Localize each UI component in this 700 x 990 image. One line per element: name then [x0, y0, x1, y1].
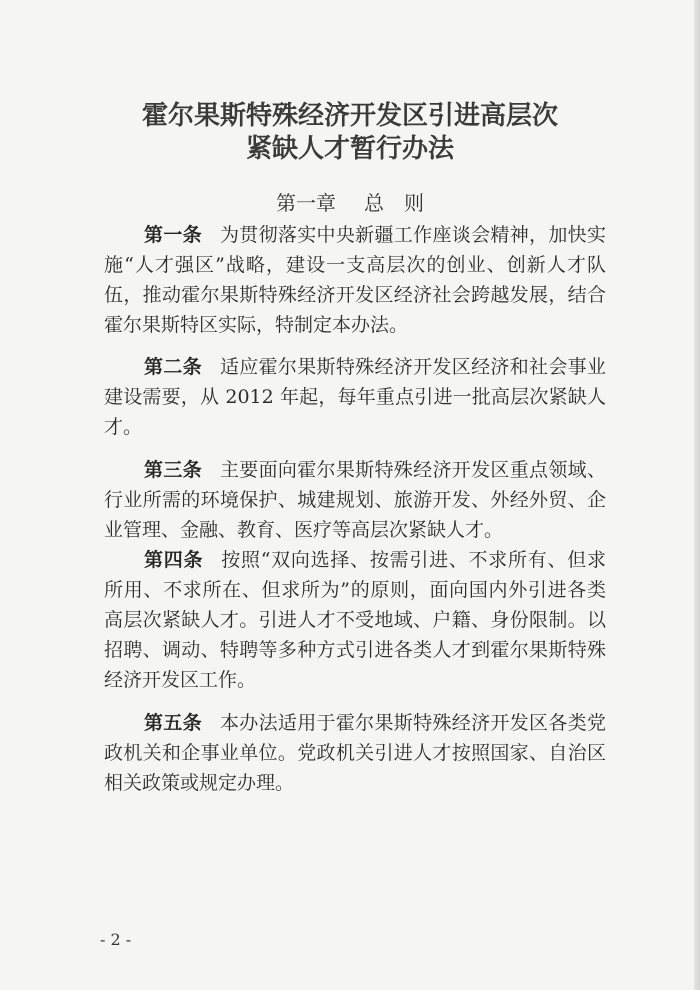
article-1	[104, 220, 606, 340]
article-5	[104, 708, 606, 798]
page-number: - 2 -	[100, 930, 132, 949]
article-5-text: 本办法适用于霍尔果斯特殊经济开发区各类党政机关和企事业单位。党政机关引进人才按照国家、自治区相关政策或规定办理。	[104, 712, 606, 794]
article-2	[104, 352, 606, 442]
article-3-text: 主要面向霍尔果斯特殊经济开发区重点领域、行业所需的环境保护、城建规划、旅游开发、外经外贸、企业管理、金融、教育、医疗等高层次紧缺人才。	[104, 459, 606, 541]
document-title-line-2: 紧缺人才暂行办法	[245, 134, 454, 164]
article-4-text: 按照“双向选择、按需引进、不求所有、但求所用、不求所在、但求所为”的原则，面向国内外引进各类高层次紧缺人才。引进人才不受地域、户籍、身份限制。以招聘、调动、特聘等多种方式引进各类人才到霍尔果斯特殊经济开发区工作。	[104, 549, 606, 691]
article-2-text: 适应霍尔果斯特殊经济开发区经济和社会事业建设需要，从 2012 年起，每年重点引进一批高层次紧缺人才。	[104, 356, 606, 438]
chapter-heading	[0, 187, 700, 216]
article-4-label: 第四条	[144, 549, 204, 571]
article-2-label: 第二条	[144, 356, 202, 378]
article-3-label: 第三条	[144, 459, 202, 481]
chapter-name: 总 则	[364, 191, 424, 215]
article-1-text: 为贯彻落实中央新疆工作座谈会精神，加快实施“人才强区”战略，建设一支高层次的创业、创新人才队伍，推动霍尔果斯特殊经济开发区经济社会跨越发展，结合霍尔果斯特区实际，特制定本办法。	[104, 224, 606, 336]
chapter-label: 第一章	[276, 191, 336, 215]
document-title-line-1: 霍尔果斯特殊经济开发区引进高层次	[141, 101, 558, 131]
article-3	[104, 455, 606, 545]
article-5-label: 第五条	[144, 712, 202, 734]
article-4	[104, 545, 606, 695]
article-1-label: 第一条	[144, 224, 202, 246]
